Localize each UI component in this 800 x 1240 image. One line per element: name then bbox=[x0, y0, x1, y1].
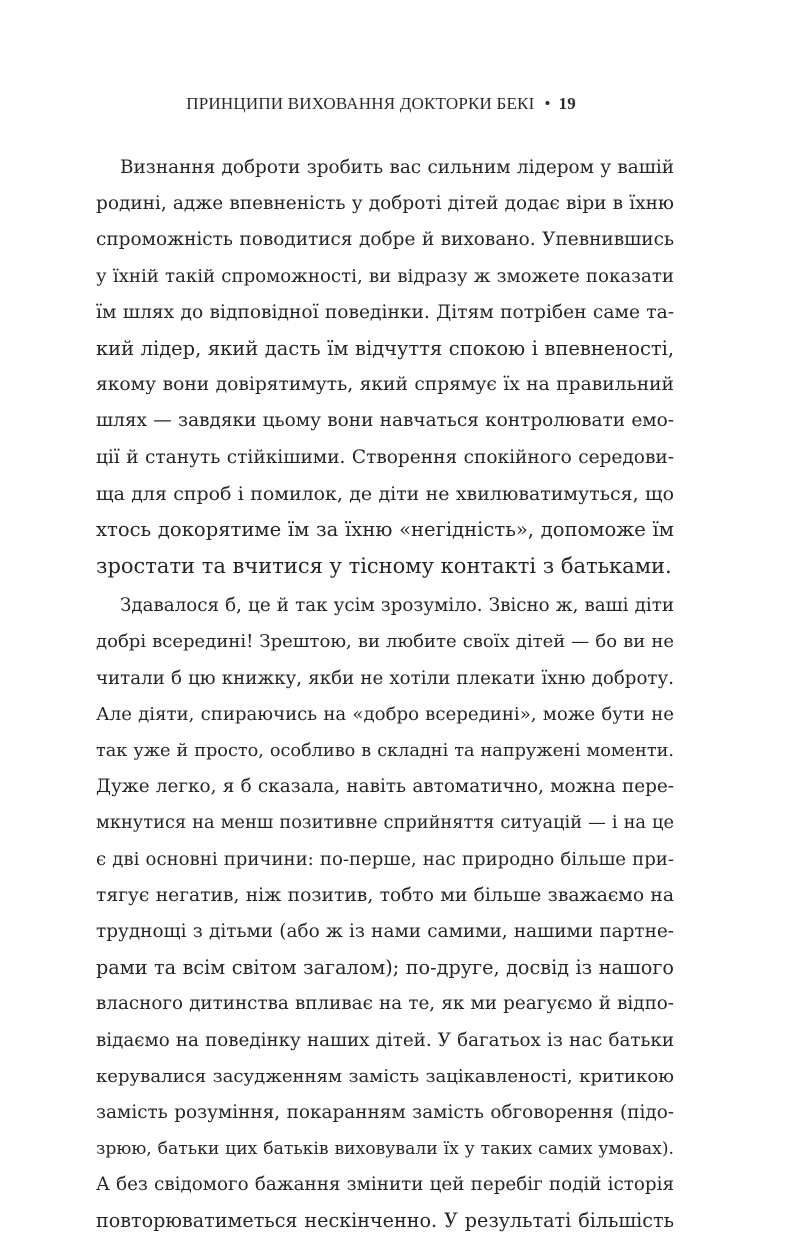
page-number: 19 bbox=[558, 94, 576, 113]
text-line: у їхній такій спроможності, ви відразу ж зможете показати bbox=[96, 265, 674, 287]
header-separator: • bbox=[544, 94, 551, 113]
text-line: рами та всім світом загалом); по-друге, досвід із нашого bbox=[96, 956, 674, 980]
text-line: кий лідер, який дасть їм відчуття спокою і впевненості, bbox=[96, 336, 674, 360]
text-line: зрюю, батьки цих батьків виховували їх у таких самих умовах). bbox=[96, 1139, 674, 1160]
text-line: якому вони довірятимуть, який спрямує їх на правильний bbox=[96, 374, 674, 396]
text-line: хтось докорятиме їм за їхню «негідність», допоможе їм bbox=[96, 517, 674, 541]
chapter-title: ПРИНЦИПИ ВИХОВАННЯ ДОКТОРКИ БЕКІ bbox=[186, 94, 535, 113]
paragraph-1 bbox=[96, 150, 674, 584]
text-line: спроможність поводитися добре й виховано. Упевнившись bbox=[96, 229, 674, 251]
text-line: Дуже легко, я б сказала, навіть автоматично, можна пере- bbox=[96, 776, 674, 798]
text-line: повторюватиметься нескінченно. У результаті більшість bbox=[96, 1209, 674, 1233]
text-line: шлях — завдяки цьому вони навчаться контролювати емо- bbox=[96, 410, 674, 432]
text-line: зростати та вчитися у тісному контакті з батьками. bbox=[96, 554, 672, 579]
text-line: Але діяти, спираючись на «добро всередині», може бути не bbox=[96, 703, 674, 725]
text-line: А без свідомого бажання змінити цей перебіг подій історія bbox=[96, 1174, 674, 1196]
text-line: тягує негатив, ніж позитив, тобто ми більше зважаємо на bbox=[96, 884, 674, 906]
text-line: ща для спроб і помилок, де діти не хвилюватимуться, що bbox=[96, 482, 674, 505]
text-line: власного дитинства впливає на те, як ми реагуємо й відпо- bbox=[96, 993, 674, 1015]
text-line: Здавалося б, це й так усім зрозуміло. Звісно ж, ваші діти bbox=[120, 595, 674, 617]
text-line: труднощі з дітьми (або ж із нами самими, нашими партне- bbox=[96, 920, 674, 942]
text-line: керувалися засудженням замість зацікавленості, критикою bbox=[96, 1065, 674, 1087]
text-line: родині, адже впевненість у доброті дітей додає віри в їхню bbox=[96, 193, 674, 215]
text-line: так уже й просто, особливо в складні та напружені моменти. bbox=[96, 741, 674, 761]
body-text bbox=[96, 150, 674, 1240]
text-line: добрі всередині! Зрештою, ви любите своїх дітей — бо ви не bbox=[96, 631, 674, 653]
paragraph-2 bbox=[96, 588, 674, 1239]
text-line: Визнання доброти зробить вас сильним лідером у вашій bbox=[120, 157, 674, 178]
text-line: відаємо на поведінку наших дітей. У багатьох із нас батьки bbox=[96, 1029, 674, 1051]
text-line: їм шлях до відповідної поведінки. Дітям потрібен саме та- bbox=[96, 301, 674, 323]
text-line: мкнутися на менш позитивне сприйняття ситуацій — і на це bbox=[96, 812, 674, 834]
text-line: ції й стануть стійкішими. Створення спокійного середови- bbox=[96, 446, 674, 468]
text-line: читали б цю книжку, якби не хотіли плекати їхню доброту. bbox=[96, 667, 674, 689]
text-line: є дві основні причини: по-перше, нас природно більше при- bbox=[96, 848, 674, 870]
running-header bbox=[96, 94, 576, 114]
text-line: замість розуміння, покаранням замість обговорення (підо- bbox=[96, 1101, 674, 1123]
